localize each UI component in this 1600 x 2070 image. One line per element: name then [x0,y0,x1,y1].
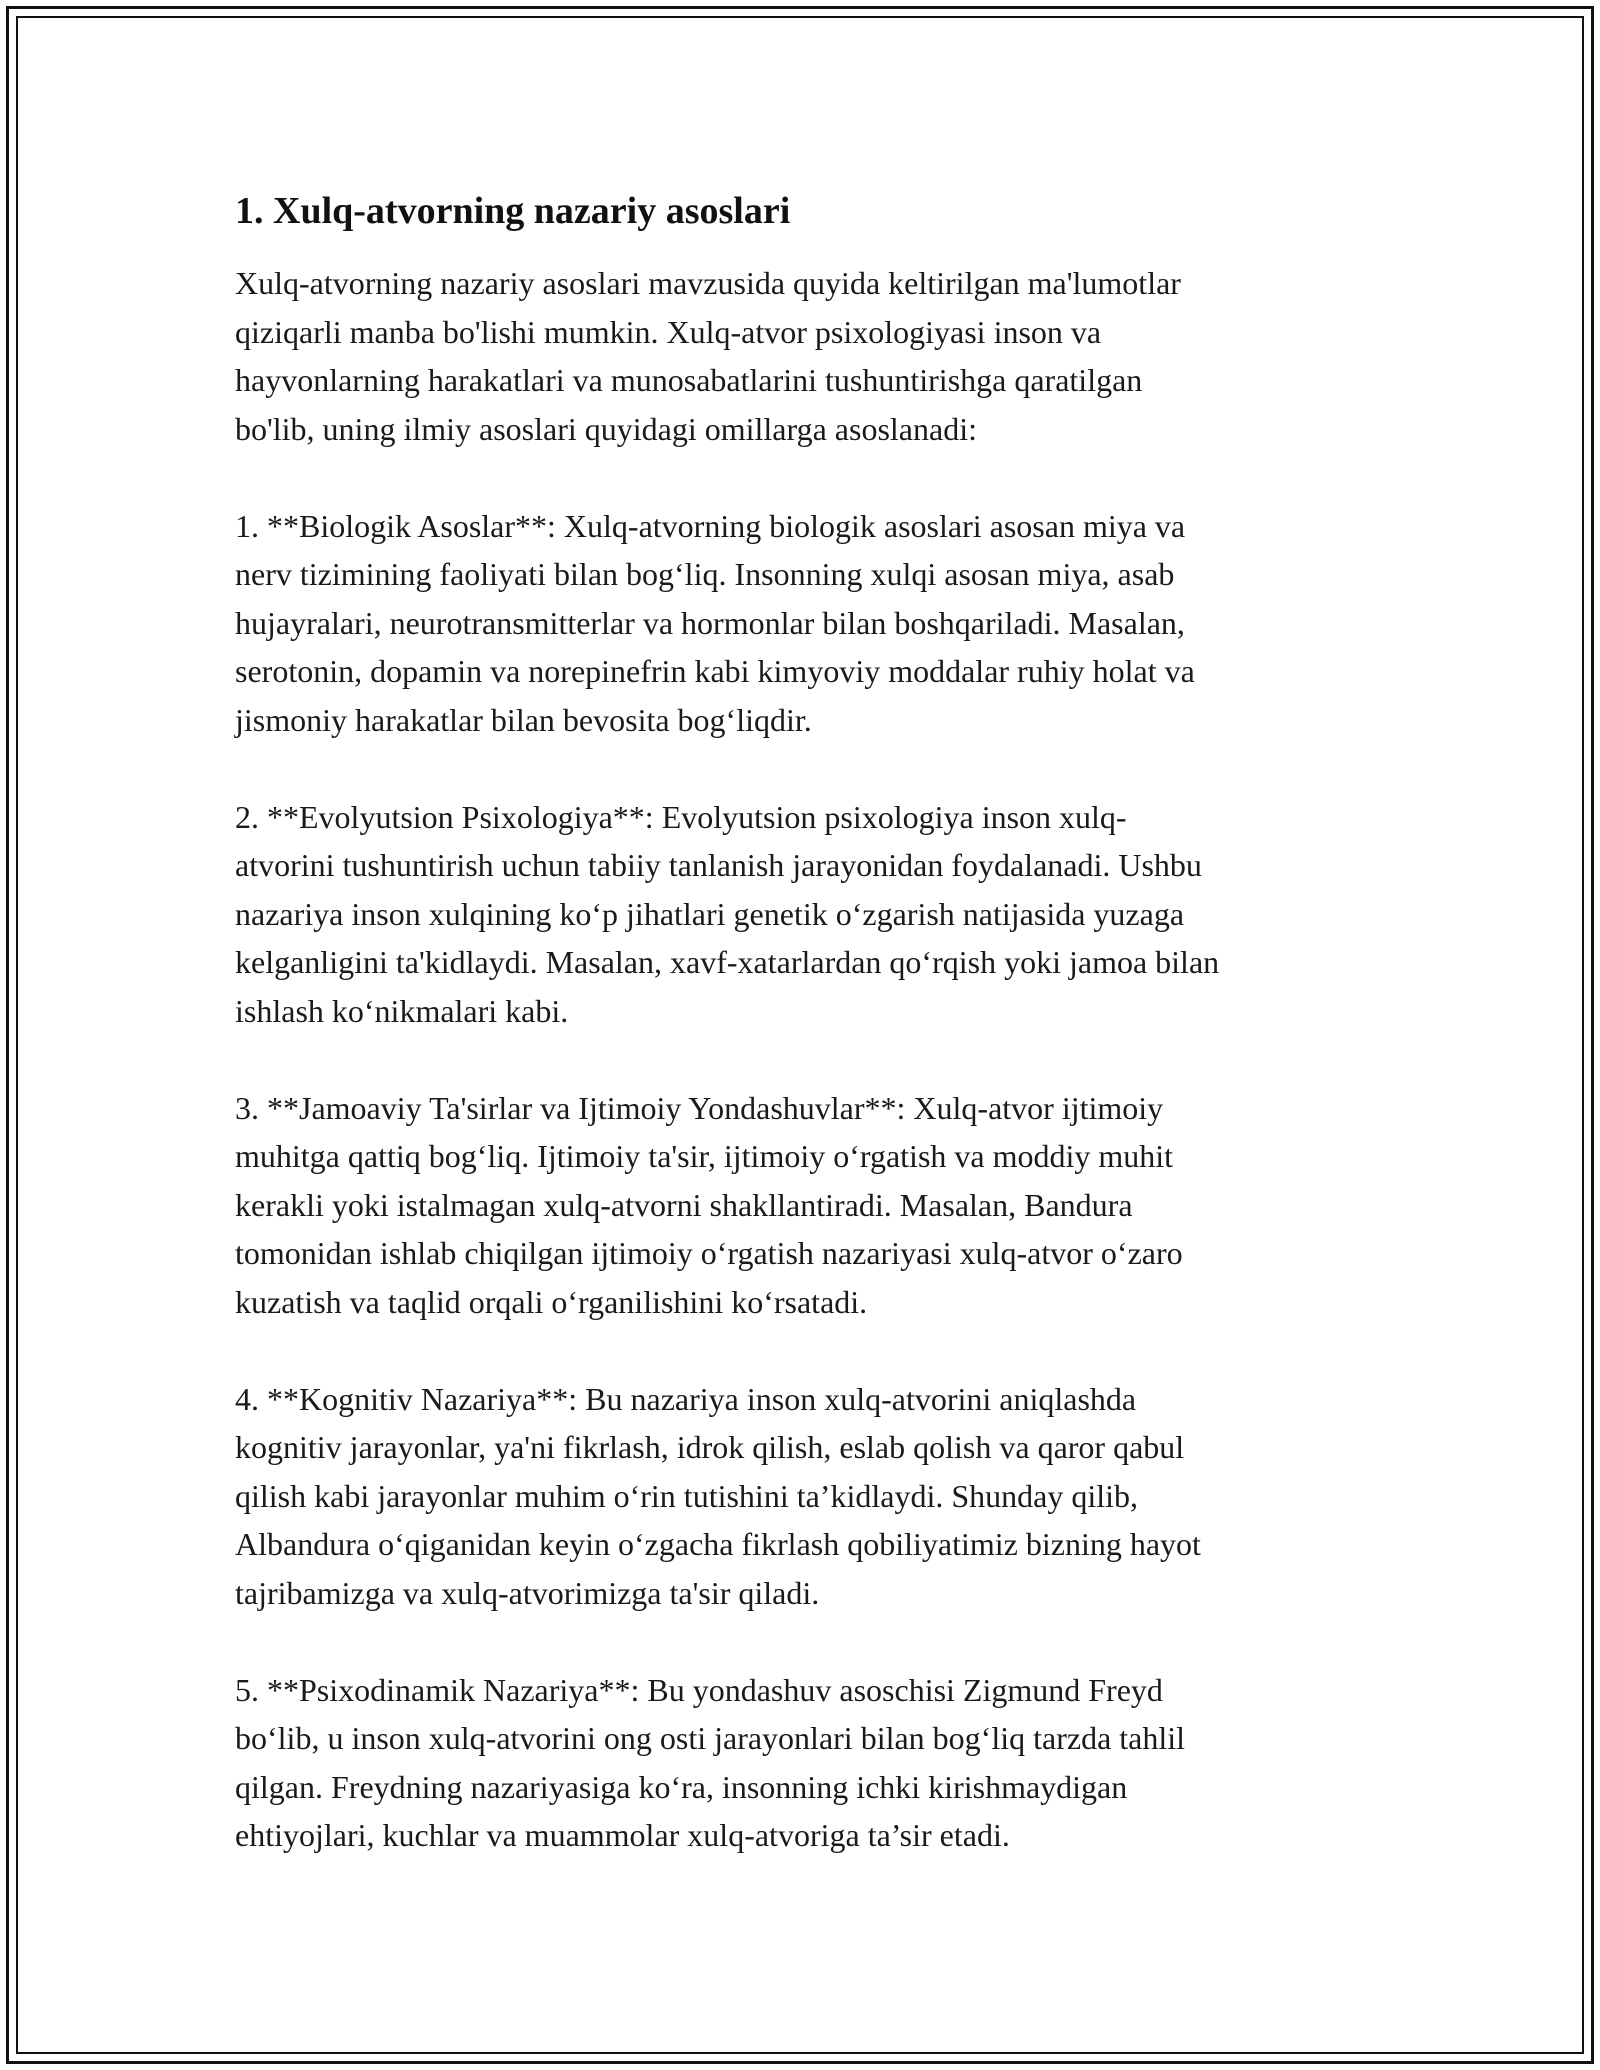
paragraph-evolyutsion-psixologiya: 2. **Evolyutsion Psixologiya**: Evolyutsion psixologiya inson xulq- atvorini tushuntirish uchun tabiiy tanlanish jarayonidan foydalanadi. Ushbu nazariya inson xulqining ko‘p jihatlari genetik o‘zgarish natijasida yuzaga kelganligini ta'kidlaydi. Masalan, xavf-xatarlardan qo‘rqish yoki jamoa bilan ishlash ko‘nikmalari kabi. [235,798,1220,1029]
paragraph-jamoaviy-tasirlar: 3. **Jamoaviy Ta'sirlar va Ijtimoiy Yondashuvlar**: Xulq-atvor ijtimoiy muhitga qattiq bog‘liq. Ijtimoiy ta'sir, ijtimoiy o‘rgatish va moddiy muhit kerakli yoki istalmagan xulq-atvorni shakllantiradi. Masalan, Bandura tomonidan ishlab chiqilgan ijtimoiy o‘rgatish nazariyasi xulq-atvor o‘zaro kuzatish va taqlid orqali o‘rganilishini ko‘rsatadi. [235,1089,1183,1320]
page-title: 1. Xulq-atvorning nazariy asoslari [235,190,791,232]
intro-paragraph: Xulq-atvorning nazariy asoslari mavzusida quyida keltirilgan ma'lumotlar qiziqarli manba bo'lishi mumkin. Xulq-atvor psixologiyasi inson va hayvonlarning harakatlari va munosabatlarini tushuntirishga qaratilgan bo'lib, uning ilmiy asoslari quyidagi omillarga asoslanadi: [235,265,1181,447]
paragraph-biologik-asoslar: 1. **Biologik Asoslar**: Xulq-atvorning biologik asoslari asosan miya va nerv tizimining faoliyati bilan bog‘liq. Insonning xulqi asosan miya, asab hujayralari, neurotransmitterlar va hormonlar bilan boshqariladi. Masalan, serotonin, dopamin va norepinefrin kabi kimyoviy moddalar ruhiy holat va jismoniy harakatlar bilan bevosita bog‘liqdir. [235,507,1195,738]
paragraph-psixodinamik-nazariya: 5. **Psixodinamik Nazariya**: Bu yondashuv asoschisi Zigmund Freyd bo‘lib, u inson xulq-atvorini ong osti jarayonlari bilan bog‘liq tarzda tahlil qilgan. Freydning nazariyasiga ko‘ra, insonning ichki kirishmaydigan ehtiyojlari, kuchlar va muammolar xulq-atvoriga ta’sir etadi. [235,1671,1186,1853]
paragraph-kognitiv-nazariya: 4. **Kognitiv Nazariya**: Bu nazariya inson xulq-atvorini aniqlashda kognitiv jarayonlar, ya'ni fikrlash, idrok qilish, eslab qolish va qaror qabul qilish kabi jarayonlar muhim o‘rin tutishini ta’kidlaydi. Shunday qilib, Albandura o‘qiganidan keyin o‘zgacha fikrlash qobiliyatimiz bizning hayot tajribamizga va xulq-atvorimizga ta'sir qiladi. [235,1380,1201,1611]
document-body [235,185,1375,1908]
